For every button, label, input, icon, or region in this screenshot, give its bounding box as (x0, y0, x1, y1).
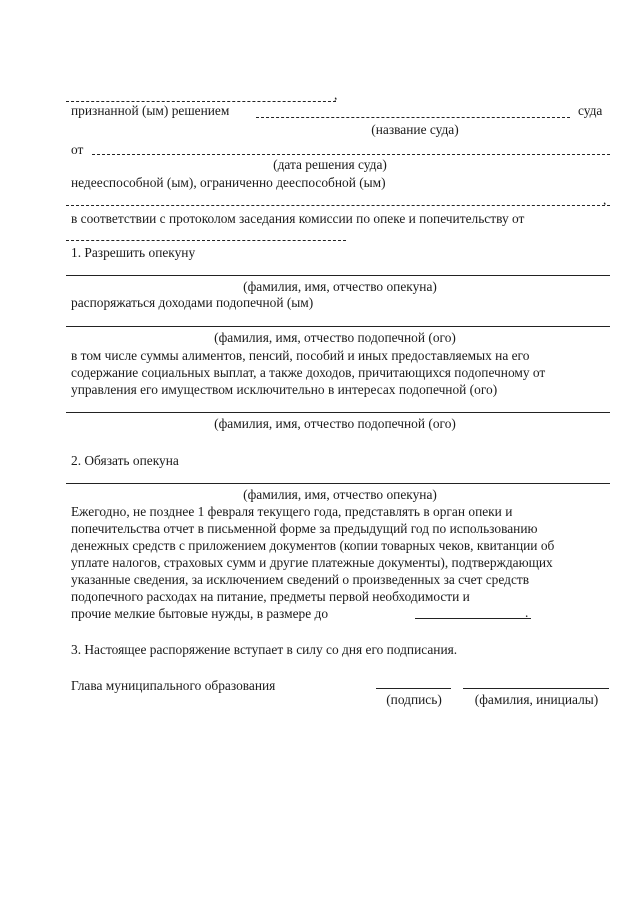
section1-heading: 1. Разрешить опекуну (71, 245, 196, 260)
comma: , (603, 192, 607, 207)
fill-line-amount (415, 618, 531, 619)
name-initials-caption: (фамилия, инициалы) (474, 692, 599, 707)
incapacity-status-text: недееспособной (ым), ограниченно дееспособной (ым) (71, 175, 386, 190)
section2-body-line: уплате налогов, страховых сумм и другие платежные документы), подтверждающих (71, 555, 553, 570)
fill-line-court-name (256, 117, 570, 118)
court-suffix-text: суда (578, 103, 603, 118)
fill-line-ward-name (66, 412, 610, 413)
section2-body-line: денежных средств с приложением документов (копии товарных чеков, квитанции об (71, 538, 555, 553)
section1-body-line: управления его имуществом исключительно в интересах подопечной (ого) (71, 382, 498, 397)
guardian-name-caption: (фамилия, имя, отчество опекуна) (243, 487, 437, 502)
recognized-by-decision-text: признанной (ым) решением (71, 103, 230, 118)
commission-protocol-text: в соответствии с протоколом заседания комиссии по опеке и попечительству от (71, 211, 525, 226)
fill-line-decision-date (92, 154, 610, 155)
section3-text: 3. Настоящее распоряжение вступает в силу со дня его подписания. (71, 642, 458, 657)
section2-body-line: прочие мелкие бытовые нужды, в размере до (71, 606, 329, 621)
fill-line-incapacity (66, 205, 610, 206)
section2-body-line: указанные сведения, за исключением сведений о произведенных за счет средств (71, 572, 530, 587)
fill-line-initials (463, 688, 609, 689)
dispose-income-text: распоряжаться доходами подопечной (ым) (71, 295, 314, 310)
fill-line-signature (376, 688, 451, 689)
signature-caption: (подпись) (386, 692, 442, 707)
section2-body-line: Ежегодно, не позднее 1 февраля текущего года, представлять в орган опеки и (71, 504, 513, 519)
fill-line-protocol-date (66, 240, 346, 241)
period: . (525, 605, 529, 620)
ward-name-caption: (фамилия, имя, отчество подопечной (ого) (214, 416, 456, 431)
fill-line-ward-name (66, 326, 610, 327)
guardian-name-caption: (фамилия, имя, отчество опекуна) (243, 279, 437, 294)
ward-name-caption: (фамилия, имя, отчество подопечной (ого) (214, 330, 456, 345)
from-text: от (71, 142, 84, 157)
comma: , (334, 87, 338, 102)
fill-line-guardian-name (66, 275, 610, 276)
fill-line-guardian-name (66, 483, 610, 484)
section1-body-line: в том числе суммы алиментов, пенсий, пособий и иных предоставляемых на его (71, 348, 530, 363)
section2-body-line: попечительства отчет в письменной форме за предыдущий год по использованию (71, 521, 538, 536)
section2-body-line: подопечного расходах на питание, предметы первой необходимости и (71, 589, 470, 604)
head-title-text: Глава муниципального образования (71, 678, 276, 693)
section2-heading: 2. Обязать опекуна (71, 453, 179, 468)
court-name-caption: (название суда) (371, 122, 459, 137)
section1-body-line: содержание социальных выплат, а также доходов, причитающихся подопечному от (71, 365, 546, 380)
decision-date-caption: (дата решения суда) (273, 157, 387, 172)
